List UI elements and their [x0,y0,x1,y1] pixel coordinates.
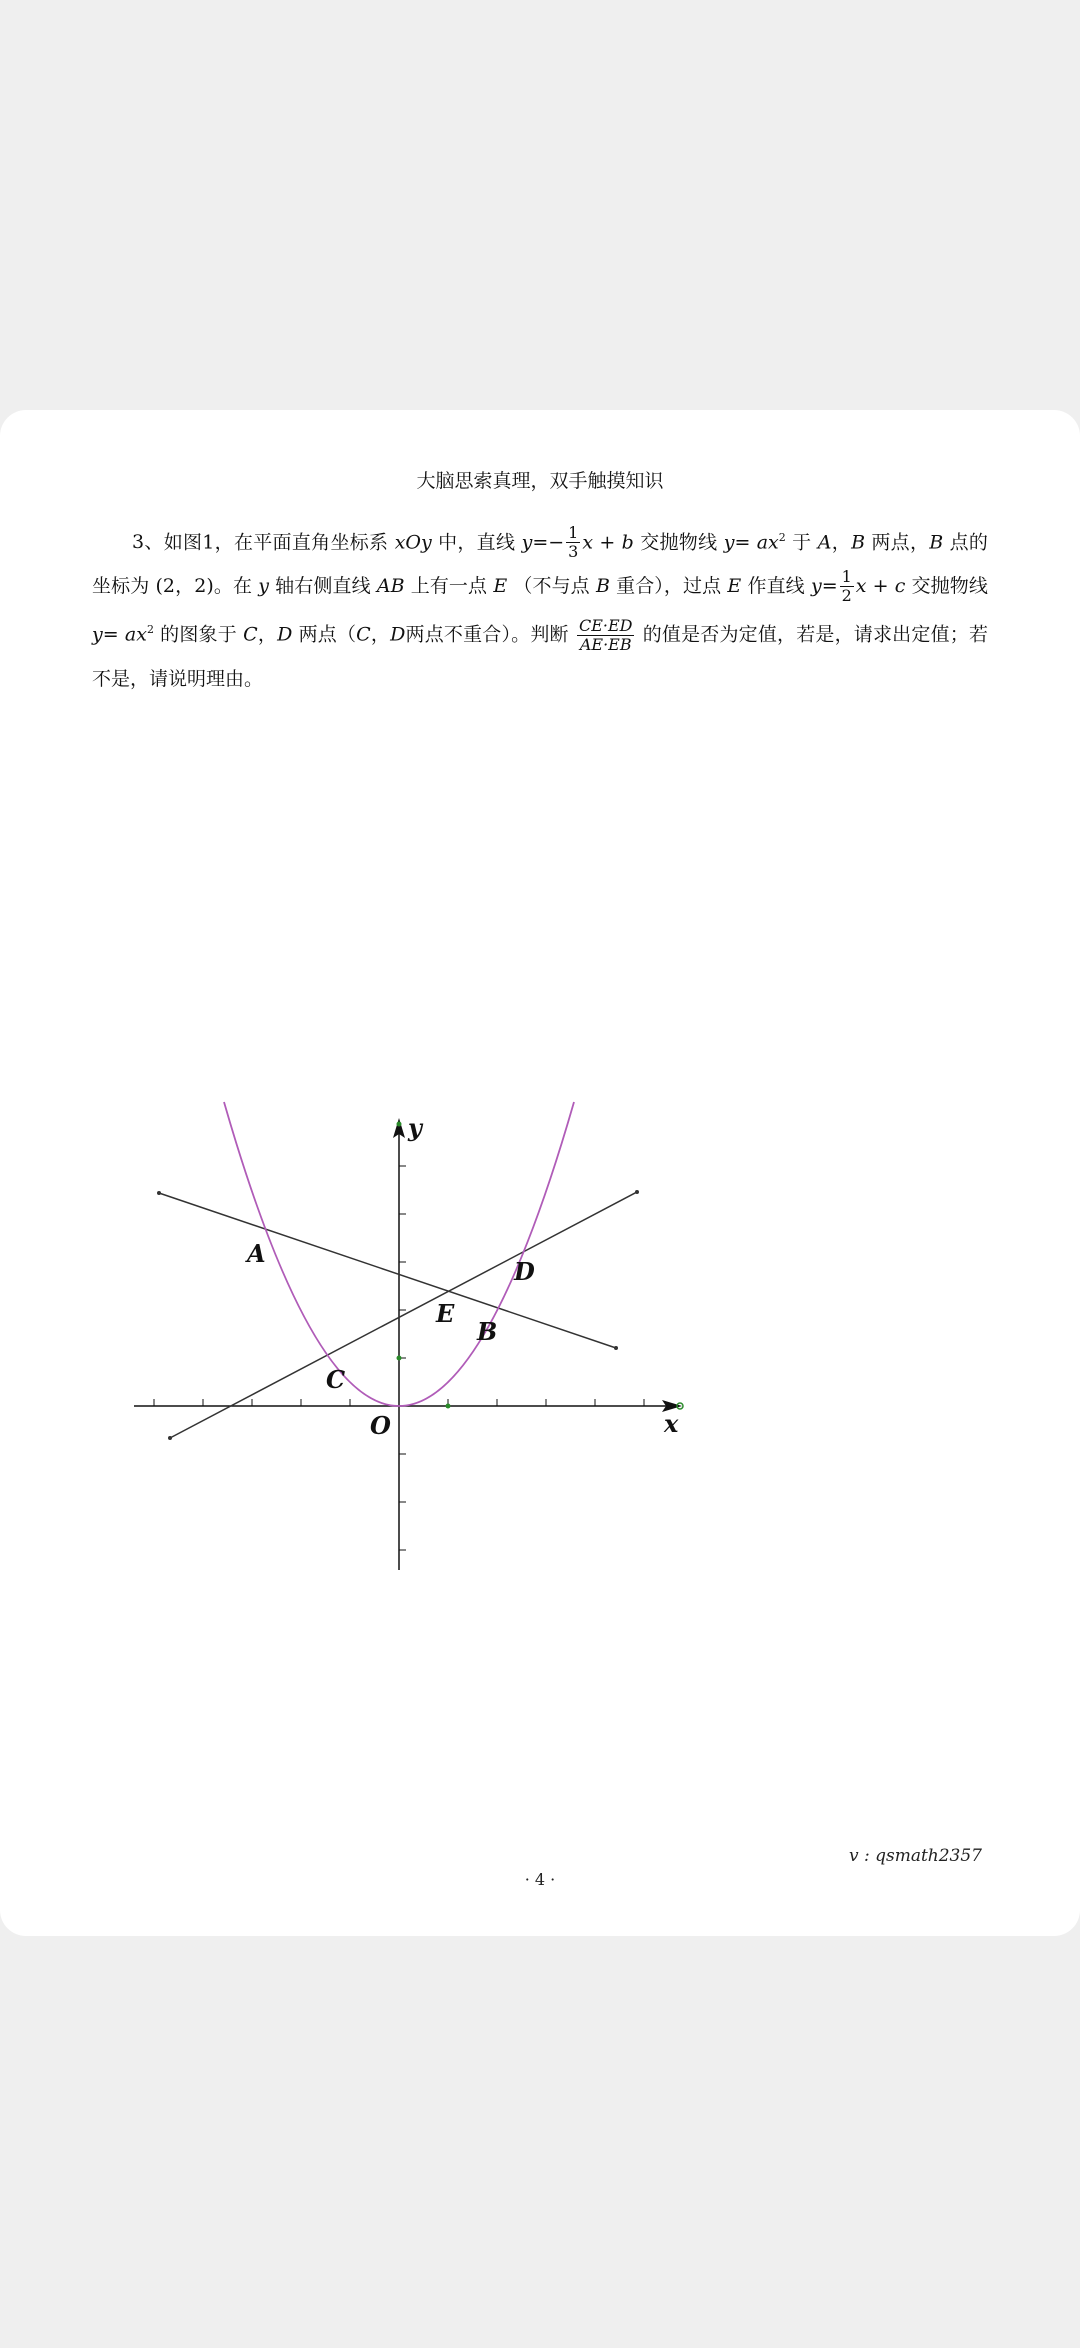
label-E: E [436,1299,455,1328]
line-AB-end-left [157,1191,161,1195]
document-page [0,410,1080,1936]
y-axis-marker [397,1356,402,1361]
fraction-one-half: $\frac{1}{2}$ [841,567,852,606]
wechat-id: v : qsmath2357 [848,1846,982,1866]
figure-1 [130,1100,700,1584]
ratio-fraction: $\frac{CE\cdot ED}{AE\cdot EB}$ [578,615,633,654]
label-y: y [408,1113,422,1142]
label-D: D [514,1257,535,1286]
x-axis-marker [446,1404,451,1409]
problem-number: 3、 [132,531,164,554]
page-number: · 4 · [524,1870,556,1889]
line-CD-end-right [635,1190,639,1194]
label-B: B [477,1317,498,1346]
y-axis-top-marker [397,1122,402,1127]
line-CD [170,1192,637,1438]
problem-text: 3、如图1，在平面直角坐标系 xOy 中，直线 y=− $\frac{1}{3}$ x + b 交抛物线 $y= ax^2$ 于 A，B 两点，B 点的坐标为 (2，2)。在 y 轴右侧直线 AB 上有一点 E （不与点 B 重合），过点 E 作直线 y= $\frac{1}{2}$ x + c 交抛物线 $y= ax^2$ 的图象于 C，D 两点（C，D两点不重合）。判断 $\frac{CE\cdot ED}{AE\cdot EB}$ 的值是否为定值，若是，请求出定值；若不是，请说明理由。 [92,523,988,690]
line-CD-end-left [168,1436,172,1440]
fraction-one-third: $\frac{1}{3}$ [568,523,579,562]
line-AB-end-right [614,1346,618,1350]
page-header: 大脑思索真理，双手触摸知识 [416,470,664,492]
label-C: C [326,1365,346,1394]
label-O: O [370,1411,391,1440]
label-x: x [664,1409,679,1438]
line-AB [159,1193,616,1348]
coordinate-figure [130,1100,700,1580]
label-A: A [247,1239,266,1268]
